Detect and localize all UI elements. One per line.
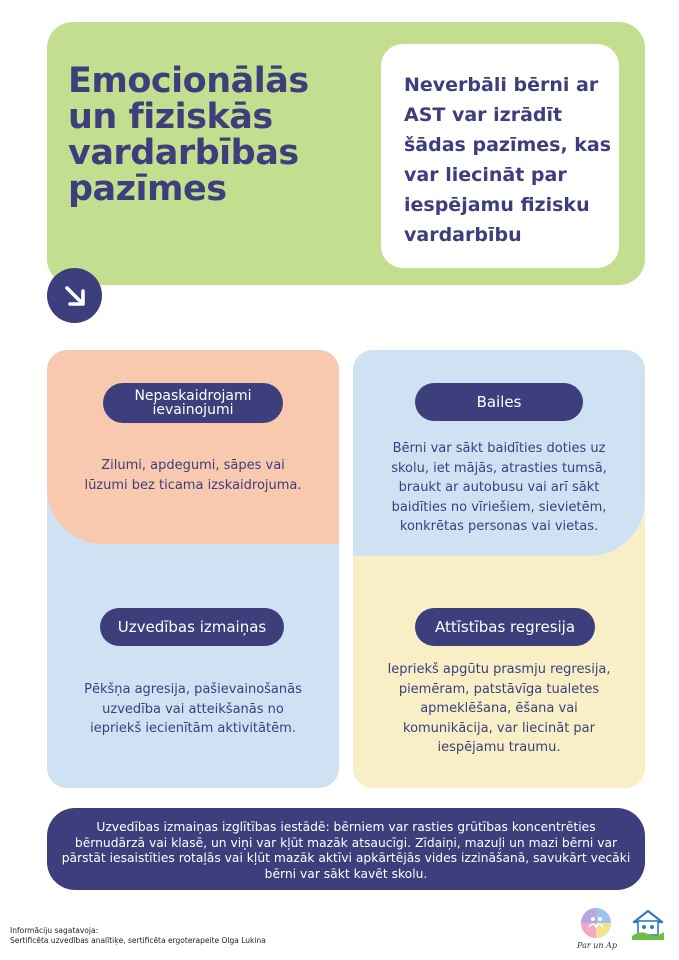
credits-line-1: Informāciju sagatavoja:	[10, 926, 99, 935]
credits-line-2: Sertificēta uzvedības analītiķe, sertificēta ergoterapeite Olga Lukina	[10, 936, 266, 945]
regression-pill: Attīstības regresija	[415, 608, 595, 646]
injuries-text: Zilumi, apdegumi, sāpes vai lūzumi bez ticama izskaidrojuma.	[84, 458, 302, 493]
credits	[10, 926, 430, 946]
fear-pill: Bailes	[415, 383, 583, 421]
behavior-change-text: Pēkšņa agresija, pašievainošanās uzvedība vai atteikšanās no iepriekš iecienītām aktivitātēm.	[84, 682, 302, 736]
page-title: Emocionālās un fiziskās vardarbības pazīmes	[68, 61, 309, 209]
injuries-pill: Nepaskaidrojami ievainojumi	[103, 383, 283, 423]
regression-text: Iepriekš apgūtu prasmju regresija, piemēram, patstāvīga tualetes apmeklēšana, ēšana vai komunikācija, var liecināt par iespējamu traumu.	[387, 662, 611, 755]
par-un-ap-caption: Par un Ap	[577, 941, 617, 950]
behavior-change-pill: Uzvedības izmaiņas	[100, 608, 284, 646]
house-logo-icon	[630, 906, 666, 942]
fear-text: Bērni var sākt baidīties doties uz skolu, iet mājās, atrasties tumsā, braukt ar autobusu vai arī sākt baidīties no vīriešiem, sievietēm, konkrētas personas vai vietas.	[391, 441, 607, 534]
intro-text: Neverbāli bērni ar AST var izrādīt šādas pazīmes, kas var liecināt par iespējamu fizisku vardarbību	[404, 74, 612, 246]
arrow-down-right-icon	[47, 268, 102, 323]
par-un-ap-logo-icon	[581, 908, 611, 938]
school-behavior-text: Uzvedības izmaiņas izglītības iestādē: bērniem var rasties grūtības koncentrēties bērnudārzā vai klasē, un viņi var kļūt mazāk atsaucīgi. Zīdaiņi, mazuļi un mazi bērni var pārstāt iesaistīties rotaļās vai kļūt mazāk aktīvi apkārtējās vides izzināšanā, savukārt vecāki bērni var sākt kavēt skolu.	[61, 820, 631, 881]
